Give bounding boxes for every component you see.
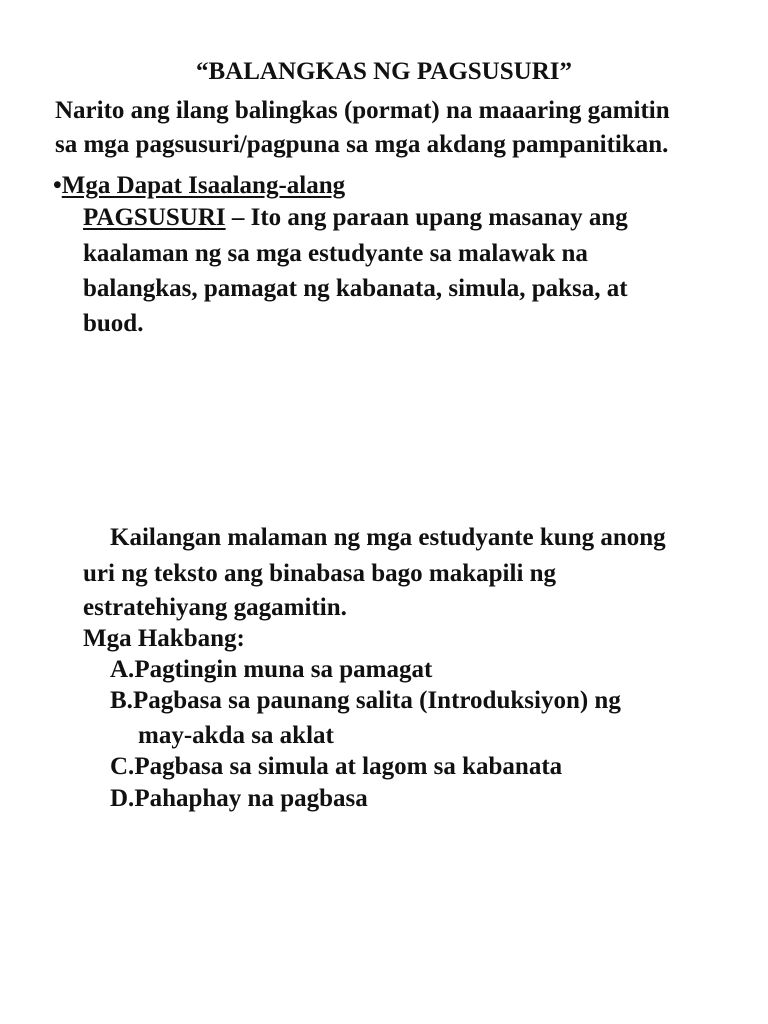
definition-line-2: kaalaman ng sa mga estudyante sa malawak na [83,240,588,267]
step-marker: C. [110,753,135,780]
paragraph-line-1: Kailangan malaman ng mga estudyante kung anong [110,524,666,551]
intro-line-1: Narito ang ilang balingkas (pormat) na maaaring gamitin [55,97,670,124]
steps-heading: Mga Hakbang: [83,625,245,652]
intro-line-2: sa mga pagsusuri/pagpuna sa mga akdang pampanitikan. [55,131,669,158]
definition-text: – Ito ang paraan upang masanay ang [225,204,628,231]
paragraph-line-3: estratehiyang gagamitin. [83,594,347,621]
definition-line-1 [83,203,628,233]
step-text: Pagbasa sa simula at lagom sa kabanata [134,753,563,780]
document-title: “BALANGKAS NG PAGSUSURI” [196,58,572,85]
definition-line-4: buod. [83,310,144,337]
step-item-a [110,655,432,685]
step-text: Pagtingin muna sa pamagat [134,656,433,683]
bullet-heading: Mga Dapat Isaalang-alang [61,172,346,199]
step-marker: A. [110,656,135,683]
step-text: Pagbasa sa paunang salita (Introduksiyon) ng [132,687,621,714]
step-item-d [110,784,368,814]
definition-line-3: balangkas, pamagat ng kabanata, simula, paksa, at [83,275,628,302]
step-text: Pahaphay na pagbasa [134,785,368,812]
bullet-icon: • [53,172,62,199]
step-item-b [110,686,621,716]
definition-term: PAGSUSURI [83,204,226,231]
step-marker: D. [110,785,135,812]
step-item-b-continuation: may-akda sa aklat [138,722,334,749]
paragraph-line-2: uri ng teksto ang binabasa bago makapili ng [83,560,557,587]
bullet-heading-line [53,171,345,201]
step-marker: B. [110,687,133,714]
step-item-c [110,752,562,782]
